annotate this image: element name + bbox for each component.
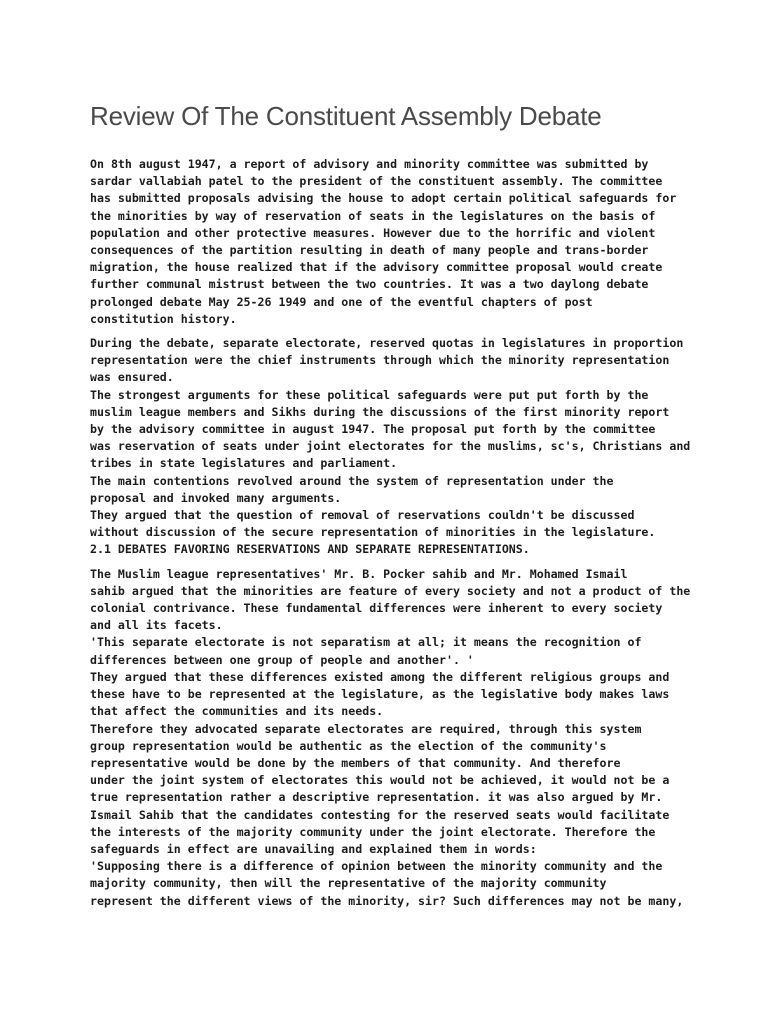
text-line: 'Supposing there is a difference of opinion between the minority community and the — [90, 859, 663, 874]
text-line: under the joint system of electorates this would not be achieved, it would not be a — [90, 773, 670, 788]
paragraph — [90, 566, 698, 910]
text-line: representative would be done by the members of that community. And therefore — [90, 755, 621, 770]
text-line: further communal mistrust between the two countries. It was a two daylong debate — [90, 277, 649, 292]
text-line: population and other protective measures. However due to the horrific and violent — [90, 225, 656, 240]
text-line: 2.1 DEBATES FAVORING RESERVATIONS AND SEPARATE REPRESENTATIONS. — [90, 542, 530, 557]
text-line: The Muslim league representatives' Mr. B. Pocker sahib and Mr. Mohamed Ismail — [90, 566, 628, 581]
text-line: these have to be represented at the legislature, as the legislative body makes laws — [90, 687, 670, 702]
text-line: was reservation of seats under joint electorates for the muslims, sc's, Christians and — [90, 439, 691, 454]
text-line: migration, the house realized that if the advisory committee proposal would create — [90, 260, 663, 275]
text-line: During the debate, separate electorate, reserved quotas in legislatures in proportion — [90, 336, 684, 351]
text-line: without discussion of the secure representation of minorities in the legislature. — [90, 525, 656, 540]
text-line: majority community, then will the representative of the majority community — [90, 876, 607, 891]
text-line: Ismail Sahib that the candidates contesting for the reserved seats would facilitate — [90, 807, 670, 822]
text-line: 'This separate electorate is not separatism at all; it means the recognition of — [90, 635, 642, 650]
text-line: represent the different views of the minority, sir? Such differences may not be many, — [90, 893, 684, 908]
text-line: They argued that these differences existed among the different religious groups and — [90, 669, 670, 684]
text-line: consequences of the partition resulting in death of many people and trans-border — [90, 243, 649, 258]
text-line: sahib argued that the minorities are feature of every society and not a product of the — [90, 583, 691, 598]
text-line: by the advisory committee in august 1947. The proposal put forth by the committee — [90, 422, 656, 437]
text-line: On 8th august 1947, a report of advisory and minority committee was submitted by — [90, 157, 649, 171]
text-line: was ensured. — [90, 370, 174, 385]
text-line: the interests of the majority community under the joint electorate. Therefore the — [90, 824, 656, 839]
text-line: The strongest arguments for these political safeguards were put put forth by the — [90, 387, 649, 402]
text-line: tribes in state legislatures and parliament. — [90, 456, 398, 471]
text-line: muslim league members and Sikhs during the discussions of the first minority report — [90, 404, 670, 419]
text-line: sardar vallabiah patel to the president of the constituent assembly. The committee — [90, 174, 663, 189]
paragraph — [90, 335, 698, 559]
text-line: proposal and invoked many arguments. — [90, 490, 342, 505]
text-line: constitution history. — [90, 311, 237, 326]
text-line: that affect the communities and its needs. — [90, 704, 384, 719]
text-line: representation were the chief instruments through which the minority representation — [90, 353, 670, 368]
text-line: safeguards in effect are unavailing and explained them in words: — [90, 841, 537, 856]
text-line: the minorities by way of reservation of seats in the legislatures on the basis of — [90, 208, 656, 223]
text-line: Therefore they advocated separate electorates are required, through this system — [90, 721, 642, 736]
text-line: The main contentions revolved around the system of representation under the — [90, 473, 614, 488]
text-line: group representation would be authentic as the election of the community's — [90, 738, 607, 753]
document-body — [90, 156, 698, 910]
text-line: prolonged debate May 25-26 1949 and one of the eventful chapters of post — [90, 294, 593, 309]
text-line: differences between one group of people and another'. ' — [90, 652, 474, 667]
text-line: has submitted proposals advising the house to adopt certain political safeguards for — [90, 191, 677, 206]
text-line: true representation rather a descriptive representation. it was also argued by Mr. — [90, 790, 663, 805]
document-title: Review Of The Constituent Assembly Debate — [90, 101, 602, 131]
text-line: They argued that the question of removal of reservations couldn't be discussed — [90, 508, 635, 523]
paragraph — [90, 156, 698, 328]
text-line: colonial contrivance. These fundamental differences were inherent to every society — [90, 601, 663, 616]
text-line: and all its facets. — [90, 618, 223, 633]
